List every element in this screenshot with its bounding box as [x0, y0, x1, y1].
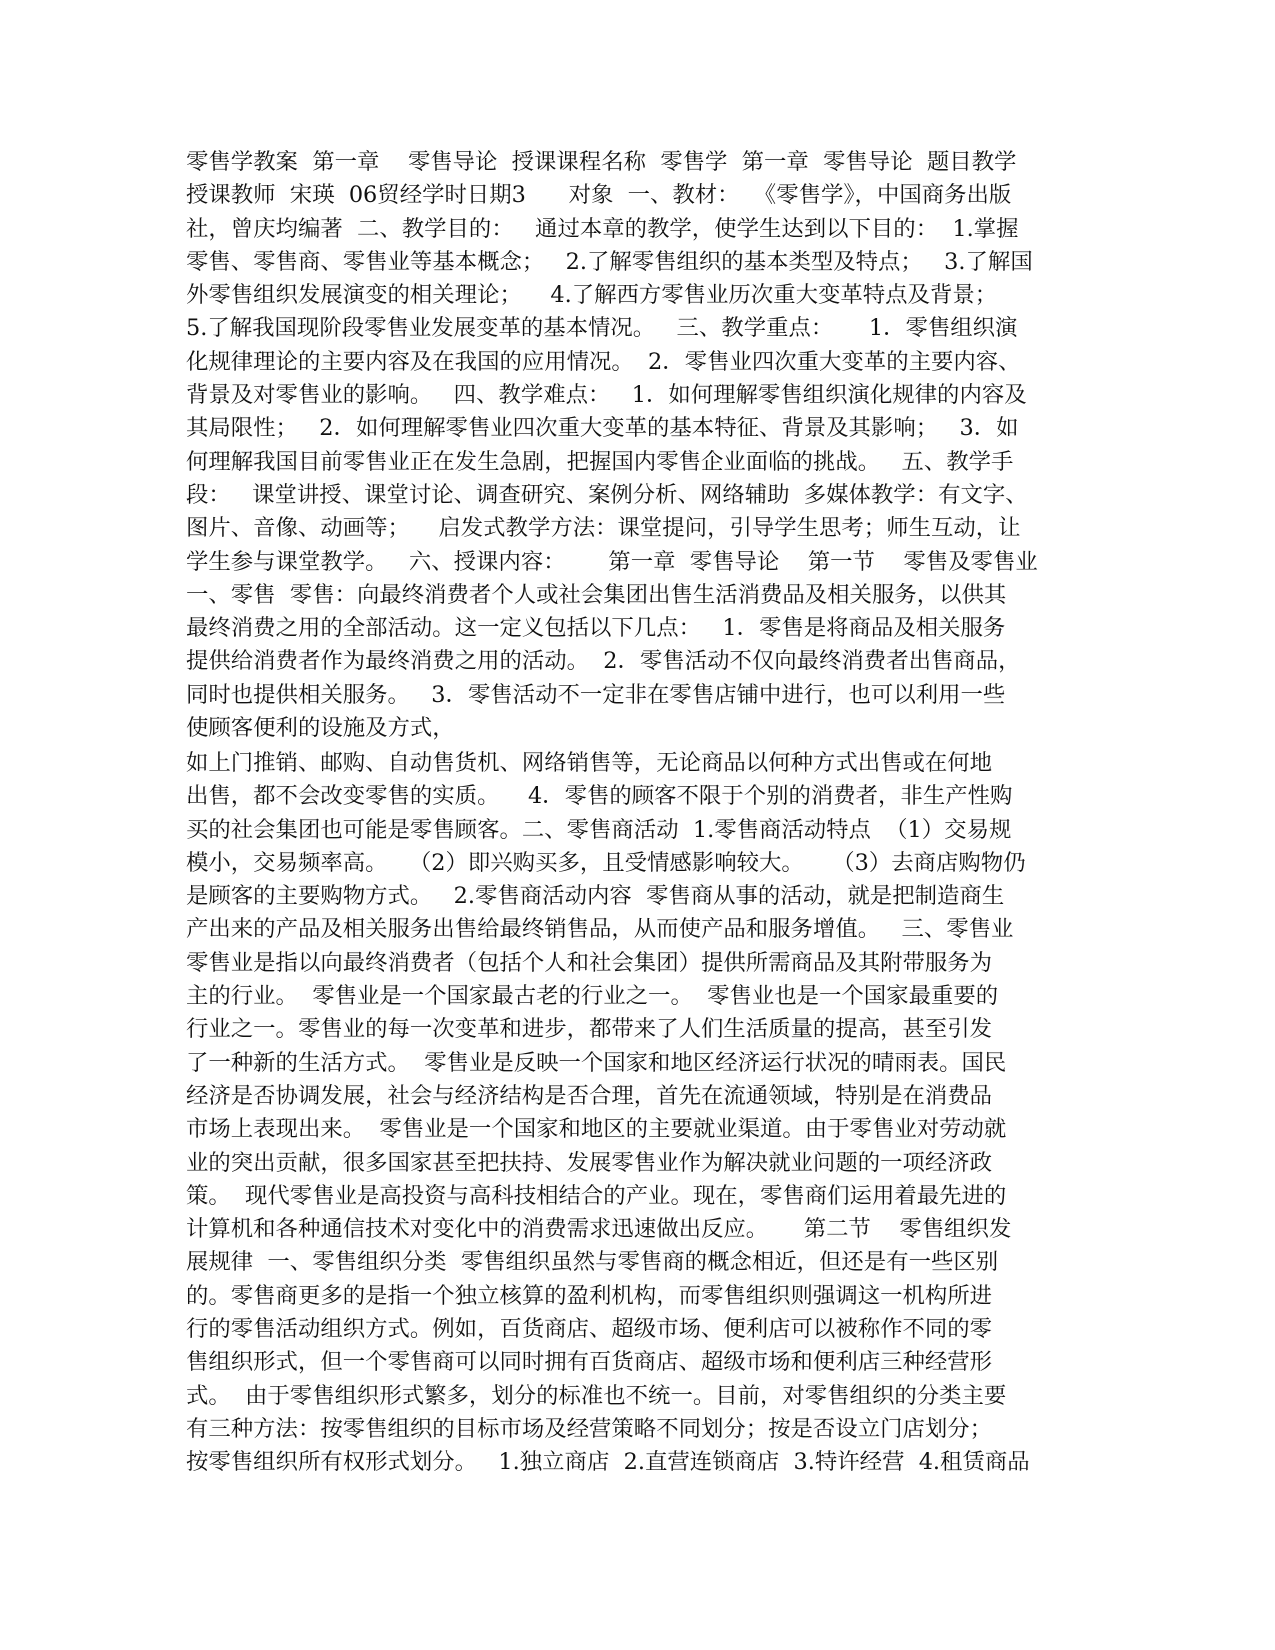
text-line: 策。 现代零售业是高投资与高科技相结合的产业。现在，零售商们运用着最先进的: [186, 1182, 1007, 1209]
text-line: 零售学教案 第一章 零售导论 授课课程名称 零售学 第一章 零售导论 题目教学: [186, 149, 1017, 175]
text-line: 是顾客的主要购物方式。 2.零售商活动内容 零售商从事的活动，就是把制造商生: [186, 883, 1005, 910]
text-line: 产出来的产品及相关服务出售给最终销售品，从而使产品和服务增值。 三、零售业: [186, 916, 1014, 943]
text-line: 社，曾庆均编著 二、教学目的： 通过本章的教学，使学生达到以下目的： 1.掌握: [186, 215, 1019, 242]
text-line: 零售业是指以向最终消费者（包括个人和社会集团）提供所需商品及其附带服务为: [186, 949, 993, 976]
text-line: 最终消费之用的全部活动。这一定义包括以下几点： 1．零售是将商品及相关服务: [186, 615, 1006, 642]
text-line: 市场上表现出来。 零售业是一个国家和地区的主要就业渠道。由于零售业对劳动就: [186, 1116, 1007, 1143]
text-line: 有三种方法：按零售组织的目标市场及经营策略不同划分；按是否设立门店划分；: [186, 1415, 993, 1442]
text-line: 式。 由于零售组织形式繁多，划分的标准也不统一。目前，对零售组织的分类主要: [186, 1382, 1007, 1409]
text-line: 买的社会集团也可能是零售顾客。二、零售商活动 1.零售商活动特点 （1）交易规: [186, 816, 1012, 843]
text-line: 展规律 一、零售组织分类 零售组织虽然与零售商的概念相近，但还是有一些区别: [186, 1249, 999, 1276]
text-line: 的。零售商更多的是指一个独立核算的盈利机构，而零售组织则强调这一机构所进: [186, 1282, 993, 1309]
text-line: 何理解我国目前零售业正在发生急剧，把握国内零售企业面临的挑战。 五、教学手: [186, 448, 1014, 475]
text-line: 行的零售活动组织方式。例如，百货商店、超级市场、便利店可以被称作不同的零: [186, 1316, 993, 1343]
text-line: 授课教师 宋瑛 06贸经学时日期3 对象 一、教材： 《零售学》，中国商务出版: [186, 182, 1012, 209]
text-line: 售组织形式，但一个零售商可以同时拥有百货商店、超级市场和便利店三种经营形: [186, 1349, 993, 1376]
text-line: 外零售组织发展演变的相关理论； 4.了解西方零售业历次重大变革特点及背景；: [186, 282, 998, 309]
text-line: 段： 课堂讲授、课堂讨论、调查研究、案例分析、网络辅助 多媒体教学：有文字、: [186, 481, 1028, 508]
text-line: 业的突出贡献，很多国家甚至把扶持、发展零售业作为解决就业问题的一项经济政: [186, 1149, 993, 1176]
text-line: 行业之一。零售业的每一次变革和进步，都带来了人们生活质量的提高，甚至引发: [186, 1016, 993, 1043]
text-line: 了一种新的生活方式。 零售业是反映一个国家和地区经济运行状况的晴雨表。国民: [186, 1049, 1007, 1076]
text-line: 5.了解我国现阶段零售业发展变革的基本情况。 三、教学重点： 1．零售组织演: [186, 315, 1018, 342]
text-line: 同时也提供相关服务。 3．零售活动不一定非在零售店铺中进行，也可以利用一些: [186, 681, 1006, 708]
text-line: 出售，都不会改变零售的实质。 4．零售的顾客不限于个别的消费者，非生产性购: [186, 783, 1013, 810]
text-line: 提供给消费者作为最终消费之用的活动。 2．零售活动不仅向最终消费者出售商品，: [186, 648, 1021, 675]
text-line: 其局限性； 2．如何理解零售业四次重大变革的基本特征、背景及其影响； 3．如: [186, 415, 1019, 442]
text-line: 经济是否协调发展，社会与经济结构是否合理，首先在流通领域，特别是在消费品: [186, 1082, 993, 1109]
text-line: 零售、零售商、零售业等基本概念； 2.了解零售组织的基本类型及特点； 3.了解国: [186, 248, 1033, 275]
text-block-top: [186, 146, 1086, 745]
text-line: 学生参与课堂教学。 六、授课内容： 第一章 零售导论 第一节 零售及零售业: [186, 548, 1038, 575]
text-line: 使顾客便利的设施及方式，: [186, 715, 455, 742]
text-line: 图片、音像、动画等； 启发式教学方法：课堂提问，引导学生思考；师生互动，让: [186, 515, 1021, 542]
text-line: 主的行业。 零售业是一个国家最古老的行业之一。 零售业也是一个国家最重要的: [186, 983, 999, 1010]
text-line: 一、零售 零售：向最终消费者个人或社会集团出售生活消费品及相关服务，以供其: [186, 581, 1007, 608]
text-line: 化规律理论的主要内容及在我国的应用情况。 2．零售业四次重大变革的主要内容、: [186, 348, 1021, 375]
text-block-bottom: [186, 747, 1086, 1480]
text-line: 计算机和各种通信技术对变化中的消费需求迅速做出反应。 第二节 零售组织发: [186, 1216, 1012, 1243]
text-line: 模小，交易频率高。 （2）即兴购买多，且受情感影响较大。 （3）去商店购物仍: [186, 849, 1026, 876]
text-line: 背景及对零售业的影响。 四、教学难点： 1．如何理解零售组织演化规律的内容及: [186, 382, 1027, 409]
text-line: 如上门推销、邮购、自动售货机、网络销售等，无论商品以何种方式出售或在何地: [186, 750, 993, 776]
text-line: 按零售组织所有权形式划分。 1.独立商店 2.直营连锁商店 3.特许经营 4.租赁商品: [186, 1449, 1030, 1476]
